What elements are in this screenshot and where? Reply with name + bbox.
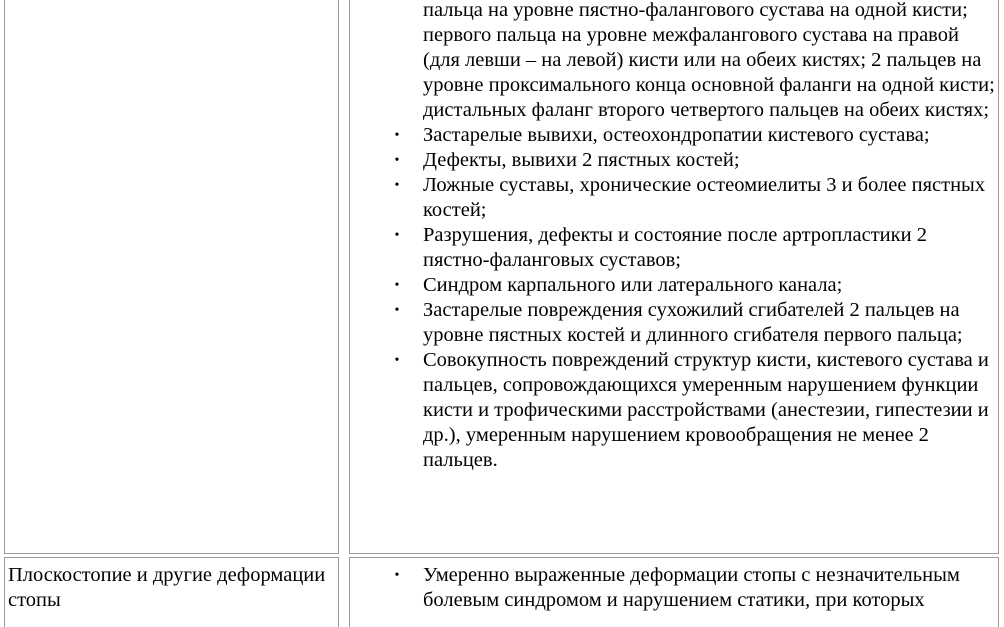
list-item-text: Умеренно выраженные деформации стопы с незначительным болевым синдромом и нарушением статики, при которых [423, 564, 960, 611]
continued-text: пальца на уровне пястно-фалангового сустава на одной кисти; первого пальца на уровне межфалангового сустава на правой (для левши – на левой) кисти или на обеих кистях; 2 пальцев на уровне проксимального конца основной фаланги на одной кисти; дистальных фаланг второго четвертого пальцев на обеих кистях; [423, 0, 995, 121]
list-item-text: Застарелые повреждения сухожилий сгибателей 2 пальцев на уровне пястных костей и длинного сгибателя первого пальца; [423, 299, 963, 346]
condition-cell [4, 0, 339, 554]
list-item-text: Разрушения, дефекты и состояние после артропластики 2 пястно-фаланговых суставов; [423, 224, 927, 271]
list-item-text: Совокупность повреждений структур кисти, кистевого сустава и пальцев, сопровождающихся умеренным нарушением функции кисти и трофическими расстройствами (анестезии, гипестезии и др.), умеренным нарушением кровообращения не менее 2 пальцев. [423, 349, 989, 471]
criteria-cell [349, 0, 999, 554]
bullet-icon: • [394, 178, 400, 193]
list-item [394, 173, 998, 223]
list-item [394, 348, 998, 473]
condition-label: Плоскостопие и другие деформации стопы [8, 564, 326, 611]
bullet-icon: • [394, 128, 400, 143]
bullet-icon: • [394, 568, 400, 583]
table-row [0, 557, 1004, 627]
list-item-text: Ложные суставы, хронические остеомиелиты 3 и более пястных костей; [423, 174, 986, 221]
bullet-icon: • [394, 303, 400, 318]
criteria-list [394, 563, 998, 613]
list-item [394, 148, 998, 173]
list-item-text: Застарелые вывихи, остеохондропатии кистевого сустава; [423, 124, 930, 146]
list-item [394, 223, 998, 273]
criteria-list [394, 0, 998, 473]
bullet-icon: • [394, 278, 400, 293]
list-item [394, 123, 998, 148]
bullet-icon: • [394, 228, 400, 243]
list-item [394, 563, 998, 613]
list-item [394, 273, 998, 298]
bullet-icon: • [394, 353, 400, 368]
bullet-icon: • [394, 153, 400, 168]
criteria-cell [349, 557, 999, 627]
condition-cell [4, 557, 339, 627]
list-item [394, 298, 998, 348]
list-item-text: Синдром карпального или латерального канала; [423, 274, 843, 296]
list-item-text: Дефекты, вывихи 2 пястных костей; [423, 149, 740, 171]
list-item-continued [423, 0, 998, 123]
